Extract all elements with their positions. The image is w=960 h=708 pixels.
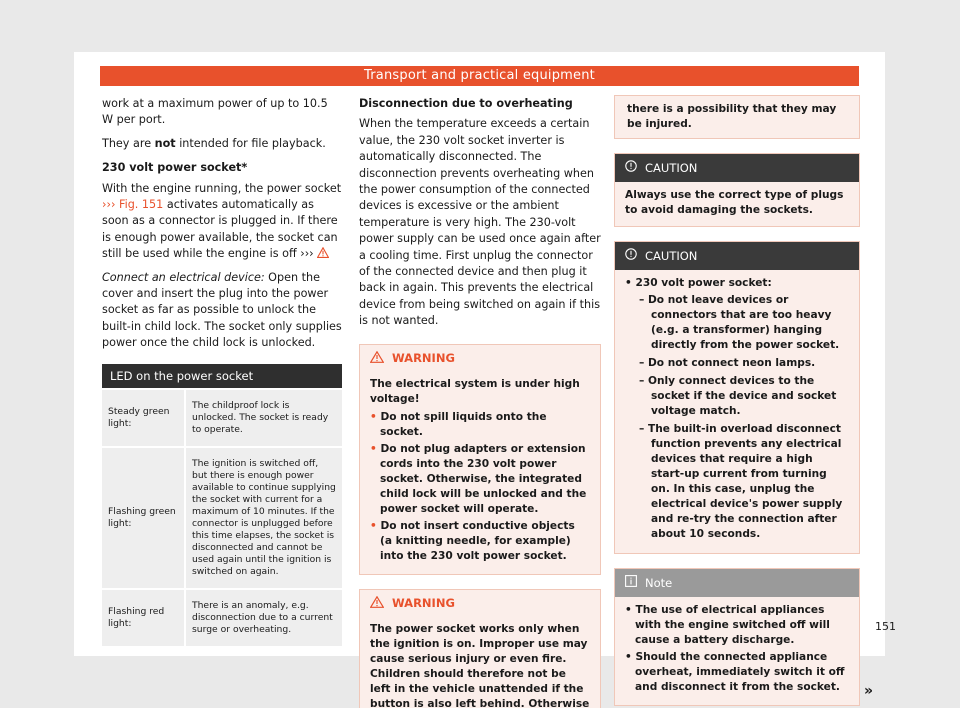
table-cell-desc: There is an anomaly, e.g. disconnection due to a current surge or overheating. bbox=[192, 599, 333, 635]
caution-circle-icon bbox=[625, 160, 637, 176]
led-table bbox=[102, 364, 342, 646]
caution-box-header bbox=[615, 242, 859, 270]
figure-link[interactable]: ››› Fig. 151 bbox=[102, 198, 164, 212]
paragraph bbox=[102, 136, 342, 152]
page-header-title: Transport and practical equipment bbox=[364, 68, 595, 83]
text: intended for file playback. bbox=[175, 136, 326, 150]
list-item-text: Do not insert conductive objects (a knitting needle, for example) into the 230 volt power socket. bbox=[380, 519, 575, 562]
dash-icon: – bbox=[639, 375, 648, 387]
text: activates automatically as soon as a connector is plugged in. If there is enough power available, the socket can still be used while the engine is off ››› bbox=[102, 198, 338, 261]
list-item bbox=[625, 603, 849, 648]
warning-box-header bbox=[360, 590, 600, 618]
list-item-text: Should the connected appliance overheat, immediately switch it off and disconnect it from the socket. bbox=[635, 651, 845, 693]
bullet-dot-icon: • bbox=[625, 277, 636, 289]
text: With the engine running, the power socket bbox=[102, 181, 342, 195]
list-item bbox=[625, 276, 849, 291]
page-header bbox=[100, 66, 859, 86]
table-cell-state: Steady green light: bbox=[102, 390, 186, 446]
emphasis: not bbox=[154, 136, 176, 150]
list-item-text: Do not plug adapters or extension cords into the 230 volt power socket. Otherwise, the integrated child lock will be unlocked and the power socket will operate. bbox=[380, 442, 587, 515]
table-row bbox=[102, 588, 342, 646]
list-subitem-text: Do not leave devices or connectors that are too heavy (e.g. a transformer) hanging directly from the power socket. bbox=[648, 294, 840, 351]
section-heading: 230 volt power socket* bbox=[102, 161, 248, 175]
italic-lead: Connect an electrical device: bbox=[102, 270, 265, 284]
dash-icon: – bbox=[639, 357, 648, 369]
text: Open the cover and insert the plug into the power socket as far as possible to unlock the built-in child lock. The socket only supplies power once the child lock is unlocked. bbox=[102, 270, 342, 350]
table-title: LED on the power socket bbox=[102, 364, 342, 388]
warning-label: WARNING bbox=[392, 596, 455, 611]
note-label: Note bbox=[645, 575, 673, 590]
list-subitem bbox=[625, 356, 849, 371]
paragraph bbox=[102, 270, 342, 352]
table-cell-state: Flashing red light: bbox=[102, 590, 186, 646]
list-subitem-text: The built-in overload disconnect function prevents any electrical devices that require a high start-up current from turning on. In this case, unplug the electrical device's power supply and re-try the connection after about 10 seconds. bbox=[648, 423, 843, 540]
dash-icon: – bbox=[639, 294, 648, 306]
warning-box bbox=[359, 589, 601, 708]
text: They are bbox=[102, 136, 155, 150]
note-info-icon bbox=[625, 575, 637, 591]
list-item bbox=[370, 410, 590, 440]
paragraph bbox=[102, 181, 342, 263]
bullet-dot-icon: • bbox=[625, 604, 636, 616]
caution-box-body bbox=[615, 270, 859, 553]
caution-box-header bbox=[615, 154, 859, 182]
list-item bbox=[370, 442, 590, 517]
list-subitem-text: Only connect devices to the socket if the device and socket voltage match. bbox=[648, 375, 837, 417]
section-heading: Disconnection due to overheating bbox=[359, 97, 573, 110]
warning-triangle-icon bbox=[370, 351, 384, 367]
list-item-text: Do not spill liquids onto the socket. bbox=[380, 410, 547, 438]
list-item-text: The use of electrical appliances with the engine switched off will cause a battery discharge. bbox=[635, 604, 830, 646]
column-right bbox=[614, 95, 873, 706]
paragraph: When the temperature exceeds a certain value, the 230 volt socket inverter is automatically disconnected. The disconnection prevents overheating when the power consumption of the connected devices is excessive or the ambient temperature is very high. The 230-volt power supply can be used once again after a cooling time. First unplug the connector of the connected device and then plug it back in again. This prevents the electrical device from being switched on again if this is not wanted. bbox=[359, 117, 601, 328]
page-number: 151 bbox=[875, 620, 896, 633]
warning-text: The power socket works only when the ignition is on. Improper use may cause serious injury or even fire. Children should therefore not be left in the vehicle unattended if the button is also left behind. Otherwise bbox=[370, 622, 590, 708]
table-cell-desc: The childproof lock is unlocked. The socket is ready to operate. bbox=[192, 399, 329, 435]
bullet-dot-icon: • bbox=[370, 442, 381, 455]
table-cell-state: Flashing green light: bbox=[102, 448, 186, 588]
table-cell-desc: The ignition is switched off, but there is enough power available to continue supplying the socket with current for a maximum of 10 minutes. If the connector is unplugged before this time elapses, the socket is disconnected and cannot be used again until the ignition is switched on again. bbox=[192, 457, 336, 577]
caution-label: CAUTION bbox=[645, 248, 698, 263]
warning-triangle-icon[interactable] bbox=[317, 247, 329, 258]
list-subitem bbox=[625, 293, 849, 353]
note-box-body bbox=[615, 597, 859, 705]
warning-box-body bbox=[360, 373, 600, 574]
column-middle bbox=[359, 96, 601, 708]
continue-arrow-icon[interactable]: » bbox=[863, 683, 873, 699]
warning-lead: The electrical system is under high voltage! bbox=[370, 377, 580, 405]
warning-continuation-box bbox=[614, 95, 860, 139]
caution-box bbox=[614, 153, 860, 227]
list-item bbox=[370, 519, 590, 564]
warning-box bbox=[359, 344, 601, 575]
list-subitem bbox=[625, 374, 849, 419]
warning-box-body bbox=[360, 618, 600, 708]
table-row bbox=[102, 446, 342, 588]
warning-label: WARNING bbox=[392, 351, 455, 366]
note-box-header bbox=[615, 569, 859, 597]
bullet-dot-icon: • bbox=[625, 651, 636, 663]
caution-label: CAUTION bbox=[645, 160, 698, 175]
paragraph: work at a maximum power of up to 10.5 W per port. bbox=[102, 97, 328, 127]
note-box bbox=[614, 568, 873, 706]
column-left bbox=[102, 96, 342, 646]
warning-box-header bbox=[360, 345, 600, 373]
caution-box bbox=[614, 241, 860, 554]
list-subitem bbox=[625, 422, 849, 542]
caution-text: Always use the correct type of plugs to avoid damaging the sockets. bbox=[625, 189, 844, 216]
list-item bbox=[625, 650, 849, 695]
bullet-dot-icon: • bbox=[370, 410, 381, 423]
list-subitem-text: Do not connect neon lamps. bbox=[648, 357, 816, 369]
dash-icon: – bbox=[639, 423, 648, 435]
caution-circle-icon bbox=[625, 248, 637, 264]
list-item-text: 230 volt power socket: bbox=[635, 277, 772, 289]
warning-triangle-icon bbox=[370, 596, 384, 612]
bullet-dot-icon: • bbox=[370, 519, 381, 532]
table-row bbox=[102, 388, 342, 446]
warning-continuation-text: there is a possibility that they may be injured. bbox=[627, 103, 837, 130]
